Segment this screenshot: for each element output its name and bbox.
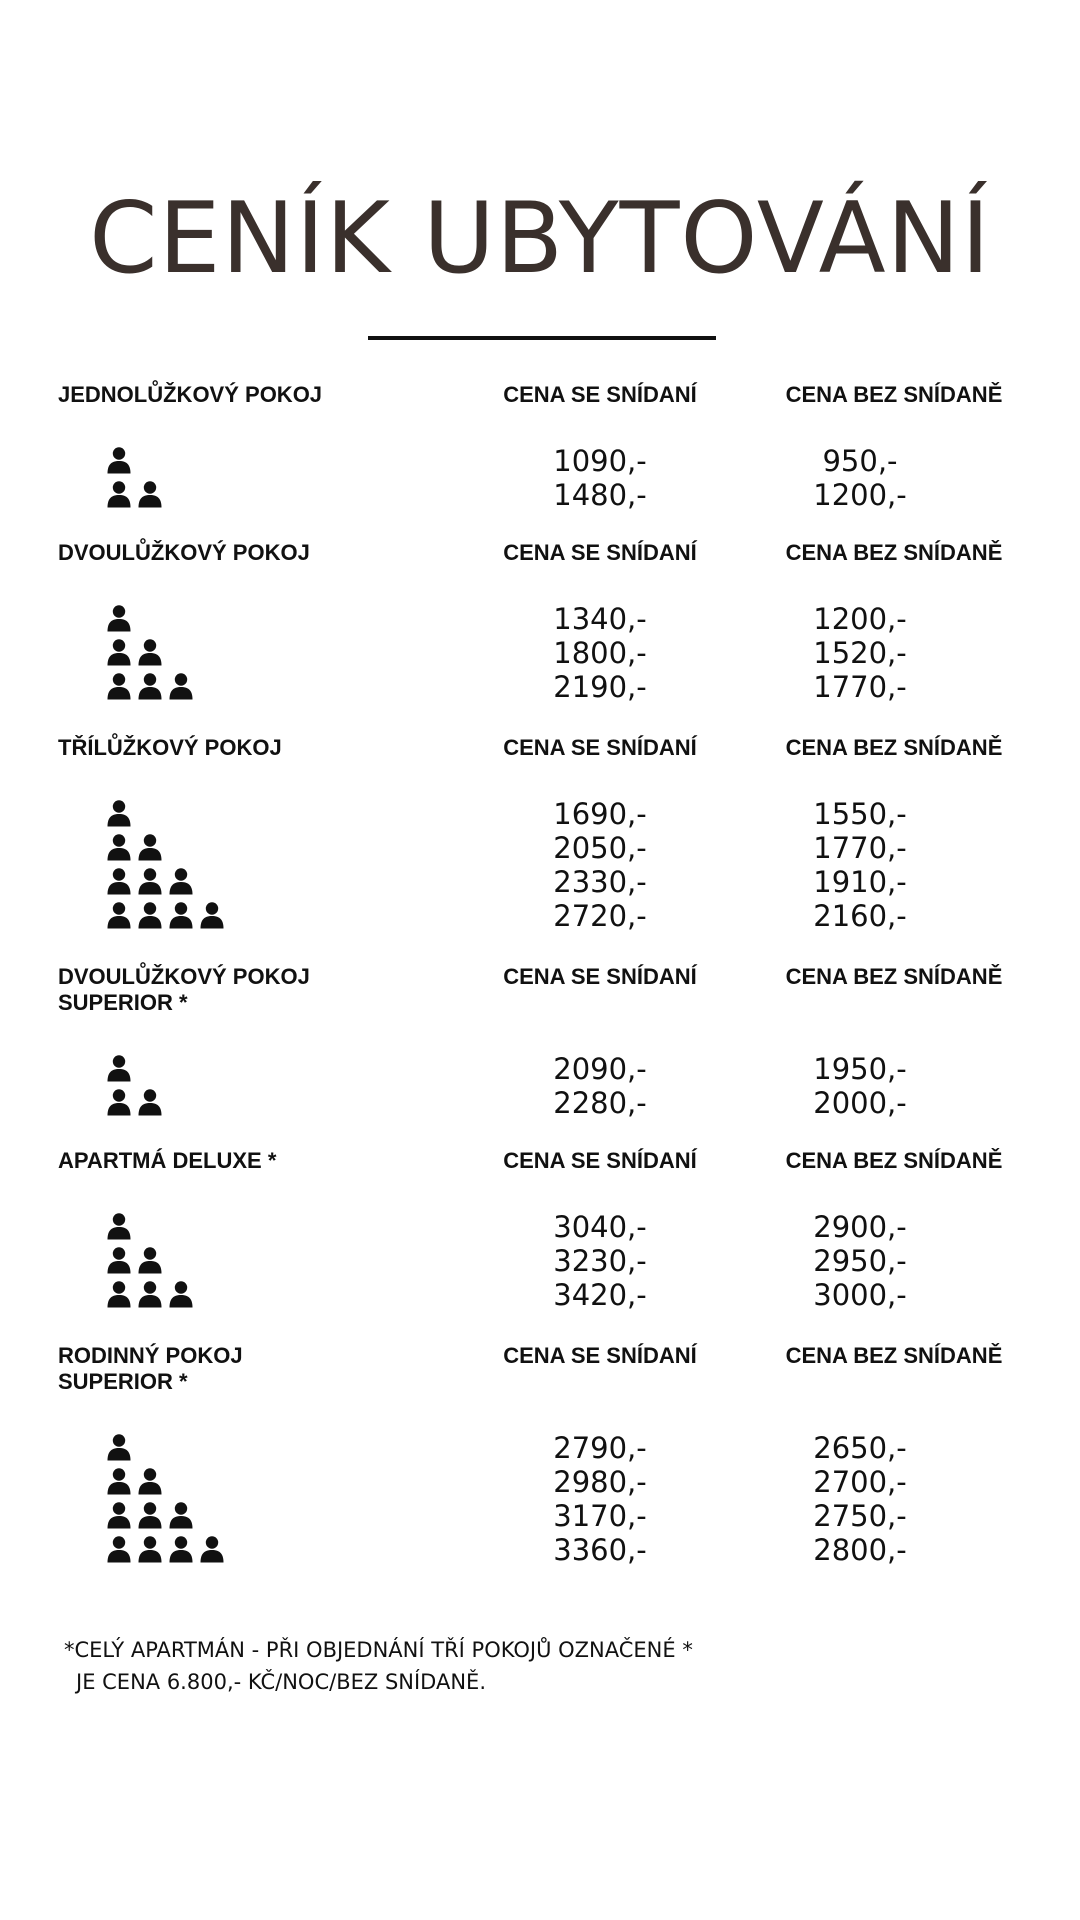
person-icon xyxy=(106,1246,132,1274)
price-without-breakfast: 2160,- xyxy=(813,899,907,933)
column-header-without-breakfast: CENA BEZ SNÍDANĚ xyxy=(785,1343,1003,1368)
occupancy-icons xyxy=(106,1246,163,1276)
person-icon xyxy=(168,1535,194,1563)
person-icon xyxy=(106,1433,132,1461)
person-icon xyxy=(137,833,163,861)
occupancy-icons xyxy=(106,833,163,863)
price-with-breakfast: 3420,- xyxy=(553,1278,647,1312)
price-with-breakfast: 2720,- xyxy=(553,899,647,933)
column-header-with-breakfast: CENA SE SNÍDANÍ xyxy=(503,964,697,989)
person-icon xyxy=(106,1280,132,1308)
person-icon xyxy=(106,1088,132,1116)
price-row xyxy=(0,602,1080,636)
person-icon xyxy=(137,672,163,700)
person-icon xyxy=(137,638,163,666)
occupancy-icons xyxy=(106,1433,132,1463)
price-row xyxy=(0,670,1080,704)
price-row xyxy=(0,865,1080,899)
column-header-without-breakfast: CENA BEZ SNÍDANĚ xyxy=(785,1148,1003,1173)
footnote xyxy=(64,1634,693,1698)
price-with-breakfast: 3170,- xyxy=(553,1499,647,1533)
price-row xyxy=(0,1431,1080,1465)
price-with-breakfast: 1690,- xyxy=(553,797,647,831)
price-row xyxy=(0,1499,1080,1533)
room-type-name: JEDNOLŮŽKOVÝ POKOJ xyxy=(58,382,323,407)
price-without-breakfast: 3000,- xyxy=(813,1278,907,1312)
person-icon xyxy=(106,1212,132,1240)
person-icon xyxy=(137,1246,163,1274)
column-header-with-breakfast: CENA SE SNÍDANÍ xyxy=(503,1343,697,1368)
price-without-breakfast: 1200,- xyxy=(813,478,907,512)
occupancy-icons xyxy=(106,1054,132,1084)
price-without-breakfast: 950,- xyxy=(822,444,898,478)
person-icon xyxy=(168,1501,194,1529)
person-icon xyxy=(137,1088,163,1116)
room-type-name: DVOULŮŽKOVÝ POKOJ xyxy=(58,540,310,565)
person-icon xyxy=(168,867,194,895)
price-without-breakfast: 1770,- xyxy=(813,831,907,865)
occupancy-icons xyxy=(106,1088,163,1118)
price-row xyxy=(0,1052,1080,1086)
price-row xyxy=(0,1278,1080,1312)
column-header-with-breakfast: CENA SE SNÍDANÍ xyxy=(503,382,697,407)
person-icon xyxy=(137,480,163,508)
person-icon xyxy=(199,1535,225,1563)
price-without-breakfast: 2800,- xyxy=(813,1533,907,1567)
person-icon xyxy=(106,799,132,827)
column-header-with-breakfast: CENA SE SNÍDANÍ xyxy=(503,540,697,565)
occupancy-icons xyxy=(106,1212,132,1242)
price-without-breakfast: 1950,- xyxy=(813,1052,907,1086)
person-icon xyxy=(106,1467,132,1495)
room-type-name: DVOULŮŽKOVÝ POKOJ SUPERIOR * xyxy=(58,964,310,1015)
price-row xyxy=(0,1533,1080,1567)
person-icon xyxy=(137,1280,163,1308)
occupancy-icons xyxy=(106,901,225,931)
person-icon xyxy=(106,833,132,861)
price-row xyxy=(0,1465,1080,1499)
price-without-breakfast: 2650,- xyxy=(813,1431,907,1465)
price-without-breakfast: 2700,- xyxy=(813,1465,907,1499)
column-header-with-breakfast: CENA SE SNÍDANÍ xyxy=(503,1148,697,1173)
person-icon xyxy=(106,1501,132,1529)
person-icon xyxy=(106,867,132,895)
room-type-name: APARTMÁ DELUXE * xyxy=(58,1148,277,1173)
room-type-name: RODINNÝ POKOJ SUPERIOR * xyxy=(58,1343,243,1394)
occupancy-icons xyxy=(106,799,132,829)
person-icon xyxy=(106,446,132,474)
occupancy-icons xyxy=(106,672,194,702)
price-without-breakfast: 2000,- xyxy=(813,1086,907,1120)
person-icon xyxy=(106,480,132,508)
page-title: CENÍK UBYTOVÁNÍ xyxy=(89,182,991,296)
price-row xyxy=(0,1244,1080,1278)
price-with-breakfast: 2090,- xyxy=(553,1052,647,1086)
person-icon xyxy=(168,1280,194,1308)
column-header-with-breakfast: CENA SE SNÍDANÍ xyxy=(503,735,697,760)
person-icon xyxy=(106,1535,132,1563)
column-header-without-breakfast: CENA BEZ SNÍDANĚ xyxy=(785,382,1003,407)
price-with-breakfast: 2330,- xyxy=(553,865,647,899)
price-with-breakfast: 2190,- xyxy=(553,670,647,704)
person-icon xyxy=(106,901,132,929)
column-header-without-breakfast: CENA BEZ SNÍDANĚ xyxy=(785,964,1003,989)
person-icon xyxy=(199,901,225,929)
price-with-breakfast: 3360,- xyxy=(553,1533,647,1567)
price-without-breakfast: 2950,- xyxy=(813,1244,907,1278)
price-without-breakfast: 2750,- xyxy=(813,1499,907,1533)
occupancy-icons xyxy=(106,604,132,634)
price-with-breakfast: 1090,- xyxy=(553,444,647,478)
person-icon xyxy=(106,638,132,666)
occupancy-icons xyxy=(106,1535,225,1565)
footnote-line-2: JE CENA 6.800,- KČ/NOC/BEZ SNÍDANĚ. xyxy=(76,1670,486,1694)
occupancy-icons xyxy=(106,1501,194,1531)
person-icon xyxy=(106,1054,132,1082)
price-without-breakfast: 1550,- xyxy=(813,797,907,831)
room-type-name: TŘÍLŮŽKOVÝ POKOJ xyxy=(58,735,282,760)
price-without-breakfast: 1520,- xyxy=(813,636,907,670)
price-with-breakfast: 1480,- xyxy=(553,478,647,512)
column-header-without-breakfast: CENA BEZ SNÍDANĚ xyxy=(785,540,1003,565)
person-icon xyxy=(106,672,132,700)
occupancy-icons xyxy=(106,446,132,476)
price-row xyxy=(0,1210,1080,1244)
title-divider xyxy=(368,336,716,340)
price-with-breakfast: 2050,- xyxy=(553,831,647,865)
occupancy-icons xyxy=(106,867,194,897)
price-row xyxy=(0,899,1080,933)
price-without-breakfast: 1910,- xyxy=(813,865,907,899)
occupancy-icons xyxy=(106,1467,163,1497)
price-with-breakfast: 2790,- xyxy=(553,1431,647,1465)
person-icon xyxy=(137,901,163,929)
person-icon xyxy=(137,1467,163,1495)
occupancy-icons xyxy=(106,480,163,510)
price-without-breakfast: 2900,- xyxy=(813,1210,907,1244)
person-icon xyxy=(106,604,132,632)
occupancy-icons xyxy=(106,1280,194,1310)
column-header-without-breakfast: CENA BEZ SNÍDANĚ xyxy=(785,735,1003,760)
occupancy-icons xyxy=(106,638,163,668)
price-with-breakfast: 3040,- xyxy=(553,1210,647,1244)
price-row xyxy=(0,831,1080,865)
footnote-line-1: *CELÝ APARTMÁN - PŘI OBJEDNÁNÍ TŘÍ POKOJŮ OZNAČENÉ * xyxy=(64,1638,693,1662)
person-icon xyxy=(137,1501,163,1529)
price-row xyxy=(0,636,1080,670)
person-icon xyxy=(168,672,194,700)
price-with-breakfast: 3230,- xyxy=(553,1244,647,1278)
price-with-breakfast: 1800,- xyxy=(553,636,647,670)
price-with-breakfast: 2280,- xyxy=(553,1086,647,1120)
person-icon xyxy=(168,901,194,929)
person-icon xyxy=(137,1535,163,1563)
price-with-breakfast: 2980,- xyxy=(553,1465,647,1499)
person-icon xyxy=(137,867,163,895)
price-without-breakfast: 1200,- xyxy=(813,602,907,636)
price-row xyxy=(0,478,1080,512)
price-row xyxy=(0,1086,1080,1120)
price-row xyxy=(0,444,1080,478)
price-without-breakfast: 1770,- xyxy=(813,670,907,704)
price-row xyxy=(0,797,1080,831)
price-with-breakfast: 1340,- xyxy=(553,602,647,636)
